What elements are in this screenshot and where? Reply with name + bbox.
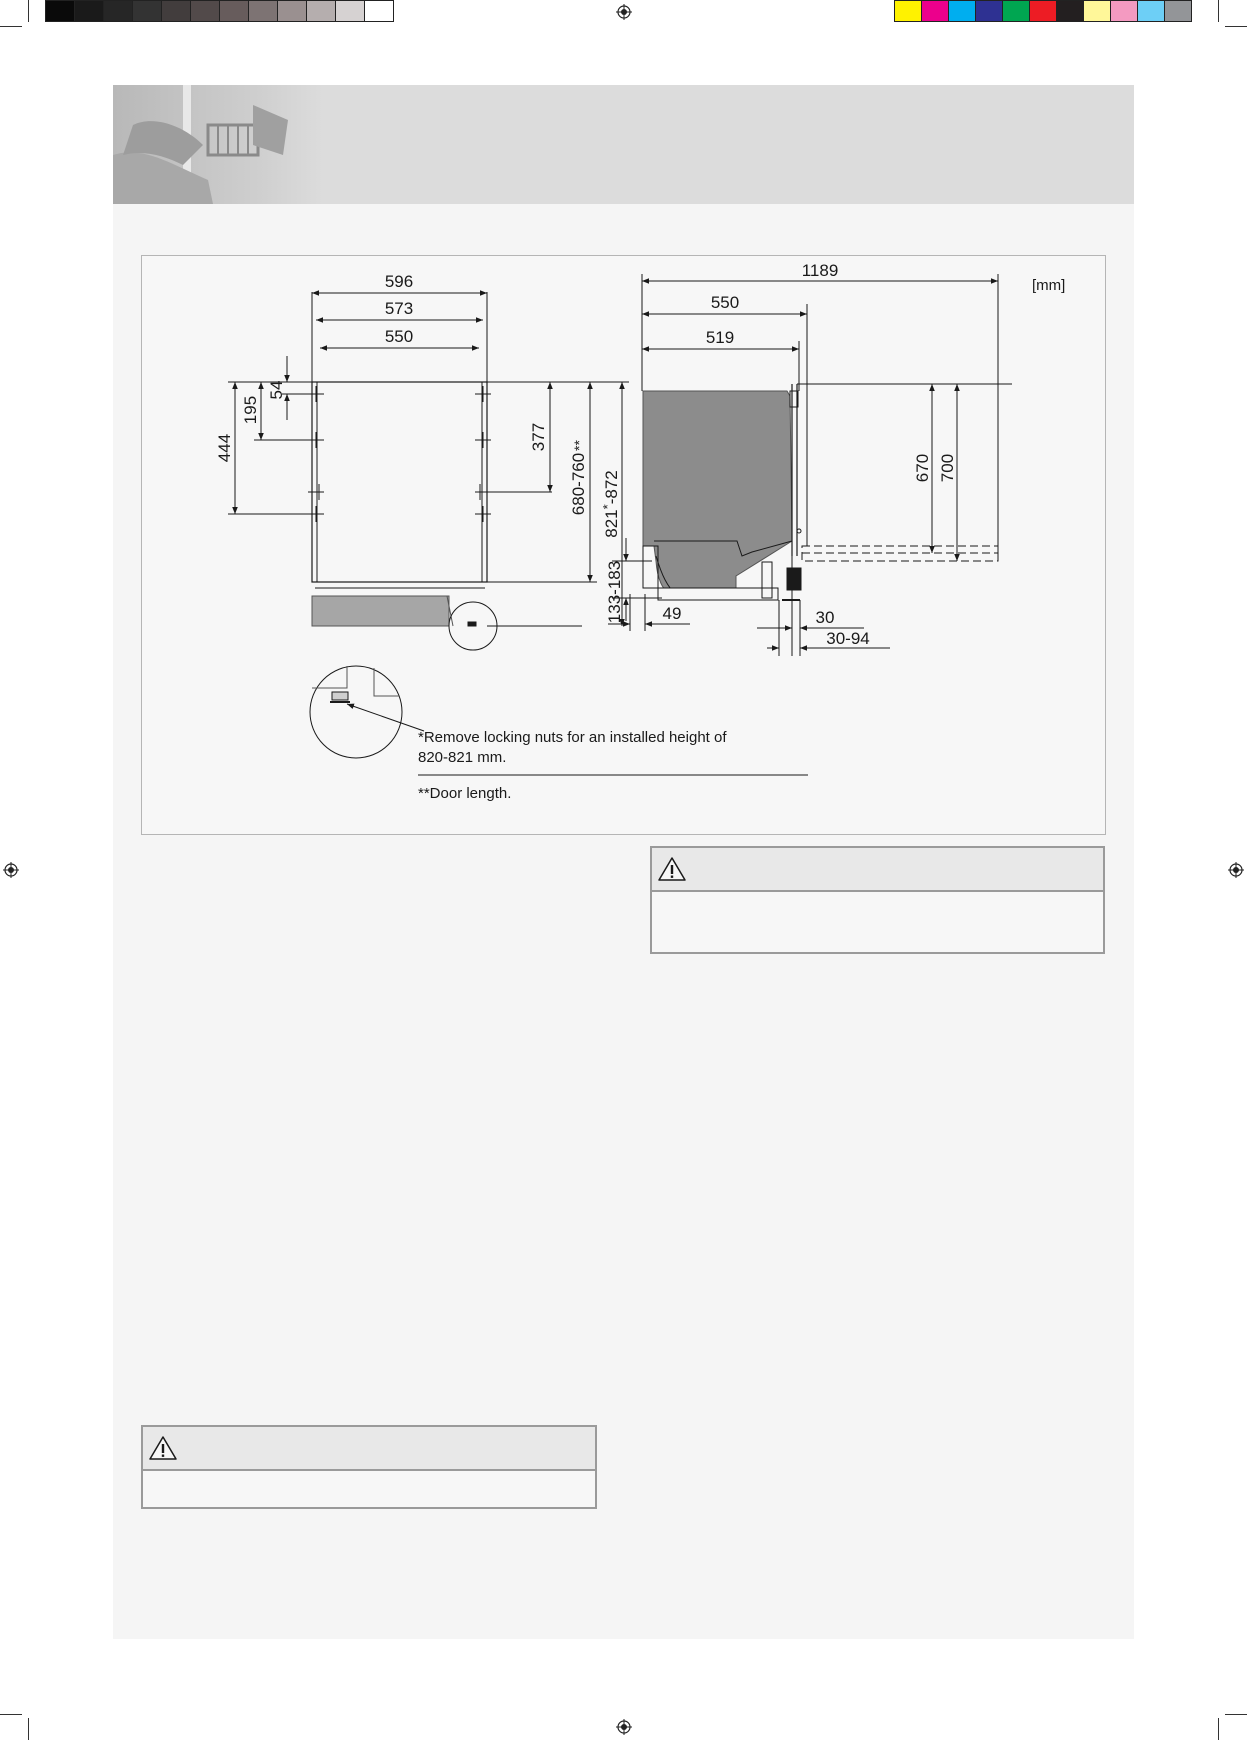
front-width-596: 596 xyxy=(384,272,414,291)
locking-nut-detail xyxy=(310,666,424,758)
crop-mark xyxy=(28,0,29,22)
registration-mark-icon xyxy=(3,862,19,878)
nut-mark: * xyxy=(600,504,615,510)
warning-triangle-icon xyxy=(148,1435,178,1461)
front-height-195: 195 xyxy=(241,395,260,425)
plinth-offset-30-94: 30-94 xyxy=(826,629,870,648)
foot-height-133-183: 133-183 xyxy=(605,560,624,624)
front-height-377: 377 xyxy=(529,422,548,452)
front-height-680-760: 680-760 xyxy=(569,452,588,516)
crop-mark xyxy=(0,26,22,27)
front-width-550: 550 xyxy=(384,327,414,346)
color-calibration-strip xyxy=(894,0,1192,22)
height-821: 821 xyxy=(602,509,621,538)
locking-nuts-note-line1: *Remove locking nuts for an installed height of xyxy=(418,729,727,746)
side-depth-1189: 1189 xyxy=(801,261,839,280)
foot-depth-49: 49 xyxy=(662,604,682,623)
warning-triangle-icon xyxy=(657,856,687,882)
front-view xyxy=(215,272,629,650)
unit-label: [mm] xyxy=(1032,277,1066,294)
crop-mark xyxy=(1225,1714,1247,1715)
registration-mark-icon xyxy=(616,1719,632,1735)
warning-box xyxy=(141,1425,597,1509)
crop-mark xyxy=(0,1714,22,1715)
crop-mark xyxy=(1225,26,1247,27)
side-view xyxy=(605,261,1012,656)
appliance-side-body xyxy=(643,391,792,594)
warning-box xyxy=(650,846,1105,954)
locking-nuts-note-line2: 820-821 mm. xyxy=(418,749,507,766)
grayscale-calibration-strip xyxy=(45,0,394,22)
crop-mark xyxy=(28,1718,29,1740)
side-depth-519: 519 xyxy=(705,328,735,347)
side-height-670: 670 xyxy=(913,453,932,483)
front-width-573: 573 xyxy=(384,299,414,318)
door-length-note: **Door length. xyxy=(418,785,512,802)
side-depth-550: 550 xyxy=(710,293,740,312)
door-gap-30: 30 xyxy=(815,608,835,627)
front-height-54: 54 xyxy=(267,380,286,400)
front-height-444: 444 xyxy=(215,433,234,463)
warning-box-header xyxy=(652,848,1103,892)
section-banner xyxy=(113,85,1134,204)
registration-mark-icon xyxy=(1228,862,1244,878)
warning-box-header xyxy=(143,1427,595,1471)
crop-mark xyxy=(1218,1718,1219,1740)
plinth xyxy=(312,596,449,626)
side-height-700: 700 xyxy=(938,453,957,483)
banner-photo xyxy=(113,85,323,204)
crop-mark xyxy=(1218,0,1219,22)
manual-page xyxy=(113,85,1134,1639)
door-length-marks: ** xyxy=(571,440,587,451)
height-872: -872 xyxy=(602,470,621,505)
front-height-821-872 xyxy=(600,470,621,537)
dimension-figure xyxy=(141,255,1106,835)
registration-mark-icon xyxy=(616,4,632,20)
